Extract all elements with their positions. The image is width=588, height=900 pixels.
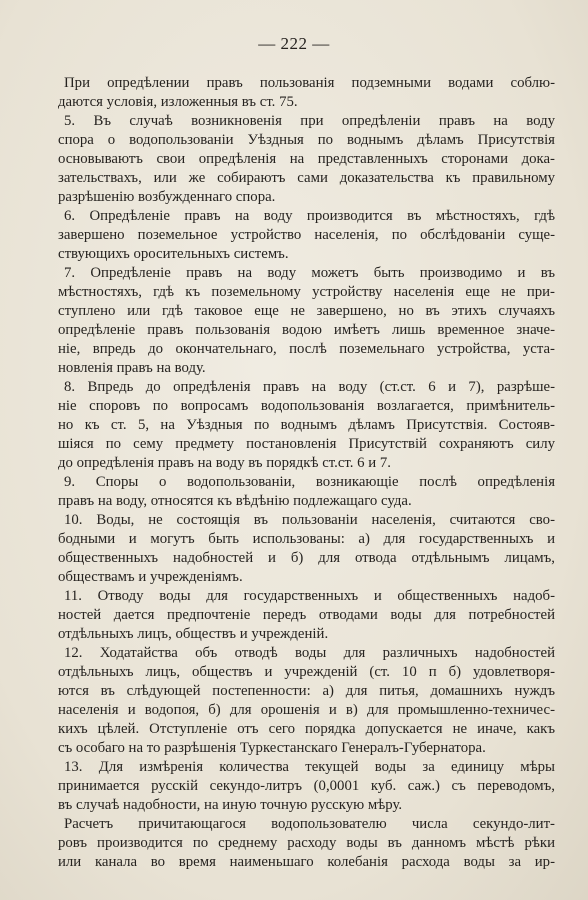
text-line: спора о водопользованіи Уѣздныя по воднымъ дѣламъ Присутствія bbox=[58, 132, 555, 148]
paragraph bbox=[58, 587, 555, 644]
paragraph bbox=[58, 511, 555, 587]
paragraph bbox=[58, 264, 555, 378]
text-line: основываютъ свои опредѣленія на представленныхъ сторонами дока- bbox=[58, 151, 555, 167]
paragraph bbox=[58, 207, 555, 264]
text-line: принимается русскій секундо-литръ (0,0001 куб. саж.) съ переводомъ, bbox=[58, 778, 555, 794]
text-line: опредѣленіе правъ пользованія водою имѣетъ лишь временное значе- bbox=[58, 322, 555, 338]
text-line: ровъ производится по среднему расходу воды въ данномъ мѣстѣ рѣки bbox=[58, 835, 555, 851]
text-line: Расчетъ причитающагося водопользователю числа секундо-лит- bbox=[64, 816, 555, 832]
text-line: даются условія, изложенныя въ ст. 75. bbox=[58, 94, 298, 110]
paragraph bbox=[58, 758, 555, 815]
text-line: 5. Въ случаѣ возникновенія при опредѣленіи правъ на воду bbox=[64, 113, 555, 129]
text-line: 13. Для измѣренія количества текущей воды за единицу мѣры bbox=[64, 759, 555, 775]
text-line: обществамъ и учрежденіямъ. bbox=[58, 569, 243, 585]
page-number: — 222 — bbox=[258, 34, 330, 53]
text-line: 10. Воды, не состоящія въ пользованіи населенія, считаются сво- bbox=[64, 512, 555, 528]
text-line: зательствахъ, или же собираютъ сами доказательства къ правильному bbox=[58, 170, 555, 186]
text-line: 8. Впредь до опредѣленія правъ на воду (ст.ст. 6 и 7), разрѣше- bbox=[64, 379, 555, 395]
text-line: населенія и водопоя, б) для орошенія и в) для промышленно-техничес- bbox=[58, 702, 555, 718]
text-line: отдѣльныхъ лицъ, обществъ и учрежденій. bbox=[58, 626, 329, 642]
text-line: завершено поземельное устройство населенія, по обслѣдованіи суще- bbox=[58, 227, 555, 243]
text-line: кихъ цѣлей. Отступленіе отъ сего порядка допускается не иначе, какъ bbox=[58, 721, 555, 737]
text-line: или канала во время наименьшаго колебанія расхода воды за ир- bbox=[58, 854, 555, 870]
text-line: разрѣшенію возбужденнаго спора. bbox=[58, 189, 276, 205]
paragraph bbox=[58, 473, 555, 511]
text-line: 7. Опредѣленіе правъ на воду можетъ быть производимо и въ bbox=[64, 265, 555, 281]
text-line: ніе, впредь до окончательнаго, послѣ поземельнаго устройства, уста- bbox=[58, 341, 555, 357]
text-line: общественныхъ надобностей и б) для отвода отдѣльнымъ лицамъ, bbox=[58, 550, 555, 566]
text-line: 6. Опредѣленіе правъ на воду производится въ мѣстностяхъ, гдѣ bbox=[64, 208, 555, 224]
text-line: въ случаѣ надобности, на иную точную русскую мѣру. bbox=[58, 797, 403, 813]
text-line: 9. Споры о водопользованіи, возникающіе послѣ опредѣленія bbox=[64, 474, 555, 490]
text-line: 12. Ходатайства объ отводѣ воды для различныхъ надобностей bbox=[64, 645, 555, 661]
text-line: При опредѣлении правъ пользованія подземными водами соблю- bbox=[64, 75, 555, 91]
paragraph bbox=[58, 644, 555, 758]
text-line: ностей дается предпочтеніе передъ отводами воды для потребностей bbox=[58, 607, 555, 623]
text-line: бодными и могутъ быть использованы: а) для государственныхъ и bbox=[58, 531, 555, 547]
paragraph bbox=[58, 815, 555, 872]
paragraph bbox=[58, 378, 555, 473]
text-line: новленія правъ на воду. bbox=[58, 360, 206, 376]
text-line: ніе споровъ по вопросамъ водопользованія возлагается, примѣнитель- bbox=[58, 398, 555, 414]
text-line: 11. Отводу воды для государственныхъ и общественныхъ надоб- bbox=[64, 588, 555, 604]
text-line: шіяся по сему предмету постановленія Присутствій сохраняютъ силу bbox=[58, 436, 555, 452]
paragraph bbox=[58, 74, 555, 112]
paragraph bbox=[58, 112, 555, 207]
text-line: ступлено или гдѣ таковое еще не завершено, но въ этихъ случаяхъ bbox=[58, 303, 555, 319]
text-line: съ особаго на то разрѣшенія Туркестанскаго Генералъ-Губернатора. bbox=[58, 740, 486, 756]
body-text bbox=[58, 74, 555, 872]
text-line: мѣстностяхъ, гдѣ къ поземельному устройству населенія еще не при- bbox=[58, 284, 555, 300]
text-line: ствующихъ оросительныхъ системъ. bbox=[58, 246, 289, 262]
text-line: отдѣльныхъ лицъ, обществъ и учрежденій (ст. 10 п б) удовлетворя- bbox=[58, 664, 555, 680]
text-line: но къ ст. 5, на Уѣздныя по воднымъ дѣламъ Присутствія. Состояв- bbox=[58, 417, 555, 433]
text-line: правъ на воду, относятся къ вѣдѣнію подлежащаго суда. bbox=[58, 493, 412, 509]
text-line: до опредѣленія правъ на воду въ порядкѣ ст.ст. 6 и 7. bbox=[58, 455, 391, 471]
text-line: ются въ слѣдующей постепенности: а) для питья, домашнихъ нуждъ bbox=[58, 683, 555, 699]
